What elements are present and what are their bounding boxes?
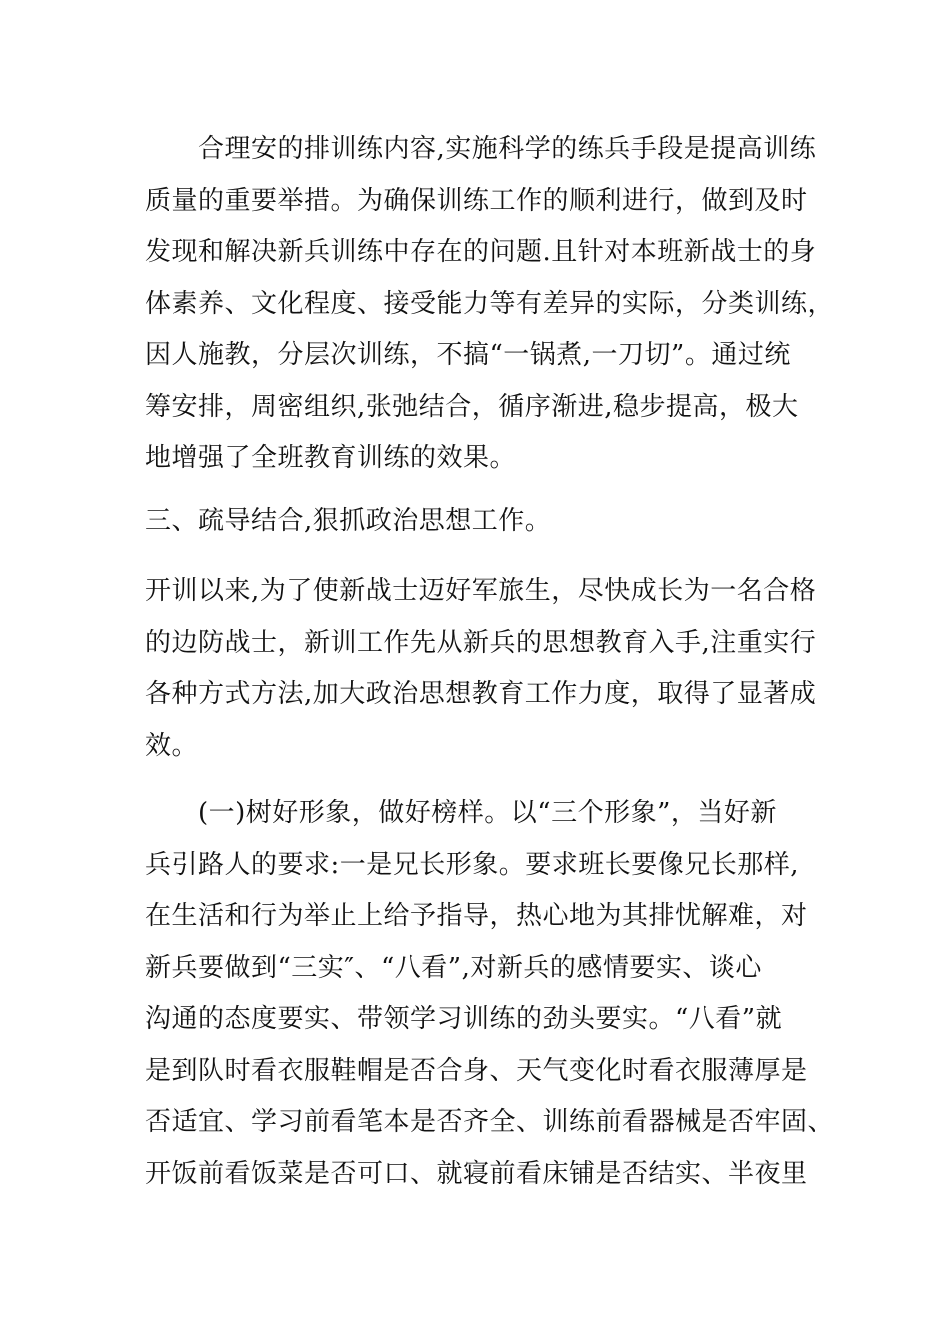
text-line: 开训以来,为了使新战士迈好军旅生，尽快成长为一名合格 [145, 576, 817, 606]
text-line: 否适宜、学习前看笔本是否齐全、训练前看器械是否牢固、 [145, 1107, 835, 1137]
paragraph-political-education [145, 566, 817, 772]
text-line: 筹安排，周密组织,张弛结合，循序渐进,稳步提高，极大 [145, 391, 799, 422]
text-line: 质量的重要举措。为确保训练工作的顺利进行，做到及时 [145, 185, 808, 216]
text-line: 在生活和行为举止上给予指导，热心地为其排忧解难，对 [145, 901, 808, 931]
section-heading [145, 496, 810, 548]
text-line: 因人施教，分层次训练，不搞“一锅煮,一刀切”。通过统 [145, 340, 791, 370]
text-line: 开饭前看饭菜是否可口、就寝前看床铺是否结实、半夜里 [145, 1158, 808, 1189]
heading-text: 三、疏导结合,狠抓政治思想工作。 [145, 506, 552, 536]
text-line: 是到队时看衣服鞋帽是否合身、天气变化时看衣服薄厚是 [145, 1055, 808, 1086]
paragraph-training-content [145, 124, 835, 485]
text-line: 效。 [145, 730, 199, 761]
text-line: 地增强了全班教育训练的效果。 [145, 443, 517, 473]
text-line: 合理安的排训练内容,实施科学的练兵手段是提高训练 [198, 134, 817, 164]
text-line: 发现和解决新兵训练中存在的问题.且针对本班新战士的身 [145, 237, 817, 267]
text-line: 沟通的态度要实、带领学习训练的劲头要实。“八看”就 [145, 1004, 783, 1034]
text-line: 的边防战士，新训工作先从新兵的思想教育入手,注重实行 [145, 627, 817, 658]
text-line: 各种方式方法,加大政治思想教育工作力度，取得了显著成 [145, 679, 817, 709]
text-line: 体素养、文化程度、接受能力等有差异的实际，分类训练， [145, 288, 835, 319]
text-line: (一)树好形象，做好榜样。以“三个形象”，当好新 [198, 798, 777, 828]
paragraph-role-model [145, 788, 835, 1200]
text-line: 兵引路人的要求:一是兄长形象。要求班长要像兄长那样, [145, 849, 800, 880]
text-line: 新兵要做到“三实″、“八看”,对新兵的感情要实、谈心 [145, 952, 762, 983]
